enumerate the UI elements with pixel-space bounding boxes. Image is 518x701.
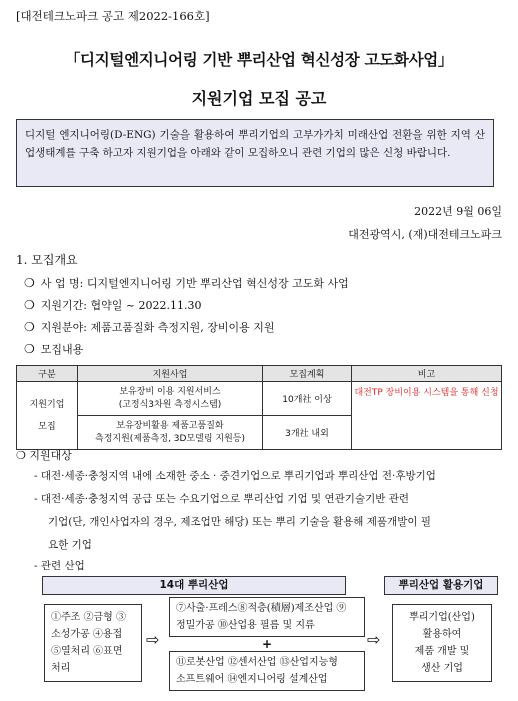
diagram-header-root-industries: 14대 뿌리산업 (42, 576, 346, 595)
overview-item (24, 275, 349, 291)
related-industry-label: - 관련 산업 (34, 560, 85, 572)
plus-icon: + (262, 637, 273, 651)
table-cell-note: 대전TP 장비이용 시스템을 통해 신청 (352, 382, 502, 450)
target-line: 요한 기업 (48, 539, 92, 551)
right-arrow-icon: ⇨ (367, 630, 381, 649)
overview-item-text: 사 업 명: 디지털엔지니어링 기반 뿌리산업 혁신성장 고도화 사업 (40, 277, 349, 290)
intro-box (16, 119, 494, 187)
overview-item-text: 모집내용 (40, 343, 84, 356)
notice-title: 「디지털엔지니어링 기반 뿌리산업 혁신성장 고도화사업」 (64, 51, 454, 69)
circle-bullet-icon: ❍ (24, 298, 35, 312)
table-cell-program: 보유장비 이용 지원서비스 (고정식3차원 측정시스템) (78, 382, 263, 416)
section-title: 1. 모집개요 (16, 253, 78, 267)
diagram-box-using-companies: 뿌리기업(산업) 활용하여 제품 개발 및 생산 기업 (392, 604, 492, 682)
table-header: 비고 (352, 366, 502, 382)
overview-item (24, 341, 83, 357)
table-header: 지원사업 (78, 366, 263, 382)
table-cell-plan: 10개社 이상 (263, 382, 352, 416)
table-header: 구분 (17, 366, 78, 382)
right-arrow-icon: ⇨ (146, 630, 160, 649)
target-title: ❍ 지원대상 (16, 449, 72, 462)
circle-bullet-icon: ❍ (24, 342, 35, 356)
target-line: - 대전·세종·충청지역 공급 또는 수요기업으로 뿌리산업 기업 및 연관기술기반 관련 (34, 493, 409, 505)
table-header: 모집계획 (263, 366, 352, 382)
diagram-box-extended-industries: ⑦사출·프레스⑧적층(積層)제조산업 ⑨ 정밀가공 ⑩산업용 필름 및 지류 (169, 597, 365, 637)
table-cell-plan: 3개社 내외 (263, 416, 352, 450)
table-row (17, 382, 502, 416)
notice-subtitle: 지원기업 모집 공고 (191, 89, 327, 108)
notice-number: [대전테크노파크 공고 제2022-166호] (16, 9, 210, 23)
circle-bullet-icon: ❍ (24, 276, 35, 290)
overview-item-text: 지원기간: 협약일 ~ 2022.11.30 (40, 299, 202, 312)
recruitment-table (16, 365, 502, 450)
issuer: 대전광역시, (재)대전테크노파크 (348, 228, 502, 241)
diagram-box-core-industries: ①주조 ②금형 ③ 소성가공 ④용접 ⑤열처리 ⑥표면 처리 (44, 604, 142, 682)
target-line: - 대전·세종·충청지역 내에 소재한 중소 · 중견기업으로 뿌리기업과 뿌리산업 전·후방기업 (34, 470, 436, 482)
target-line: 기업(단, 개인사업자의 경우, 제조업만 해당) 또는 뿌리 기술을 활용해 제품개발이 필 (48, 516, 431, 528)
table-cell-category: 지원기업 모집 (17, 382, 78, 450)
diagram-header-using-companies: 뿌리산업 활용기업 (384, 576, 498, 595)
intro-text: 디지털 엔지니어링(D-ENG) 기술을 활용하여 뿌리기업의 고부가가치 미래산업 전환을 위한 지역 산업생태계를 구축 하고자 지원기업을 아래와 같이 모집하오니 관련 기업의 많은 신청 바랍니다. (25, 129, 485, 159)
overview-item (24, 297, 202, 313)
table-header-row (17, 366, 502, 382)
overview-item (24, 319, 274, 335)
table-cell-program: 보유장비활용 제품고품질화 측정지원(제품측정, 3D모델링 지원등) (78, 416, 263, 450)
circle-bullet-icon: ❍ (24, 320, 35, 334)
overview-item-text: 지원분야: 제품고품질화 측정지원, 장비이용 지원 (40, 321, 275, 334)
diagram-box-new-industries: ⑪로봇산업 ⑫센서산업 ⑬산업지능형 소프트웨어 ⑭엔지니어링 설계산업 (169, 651, 365, 691)
notice-date: 2022년 9월 06일 (414, 205, 502, 218)
